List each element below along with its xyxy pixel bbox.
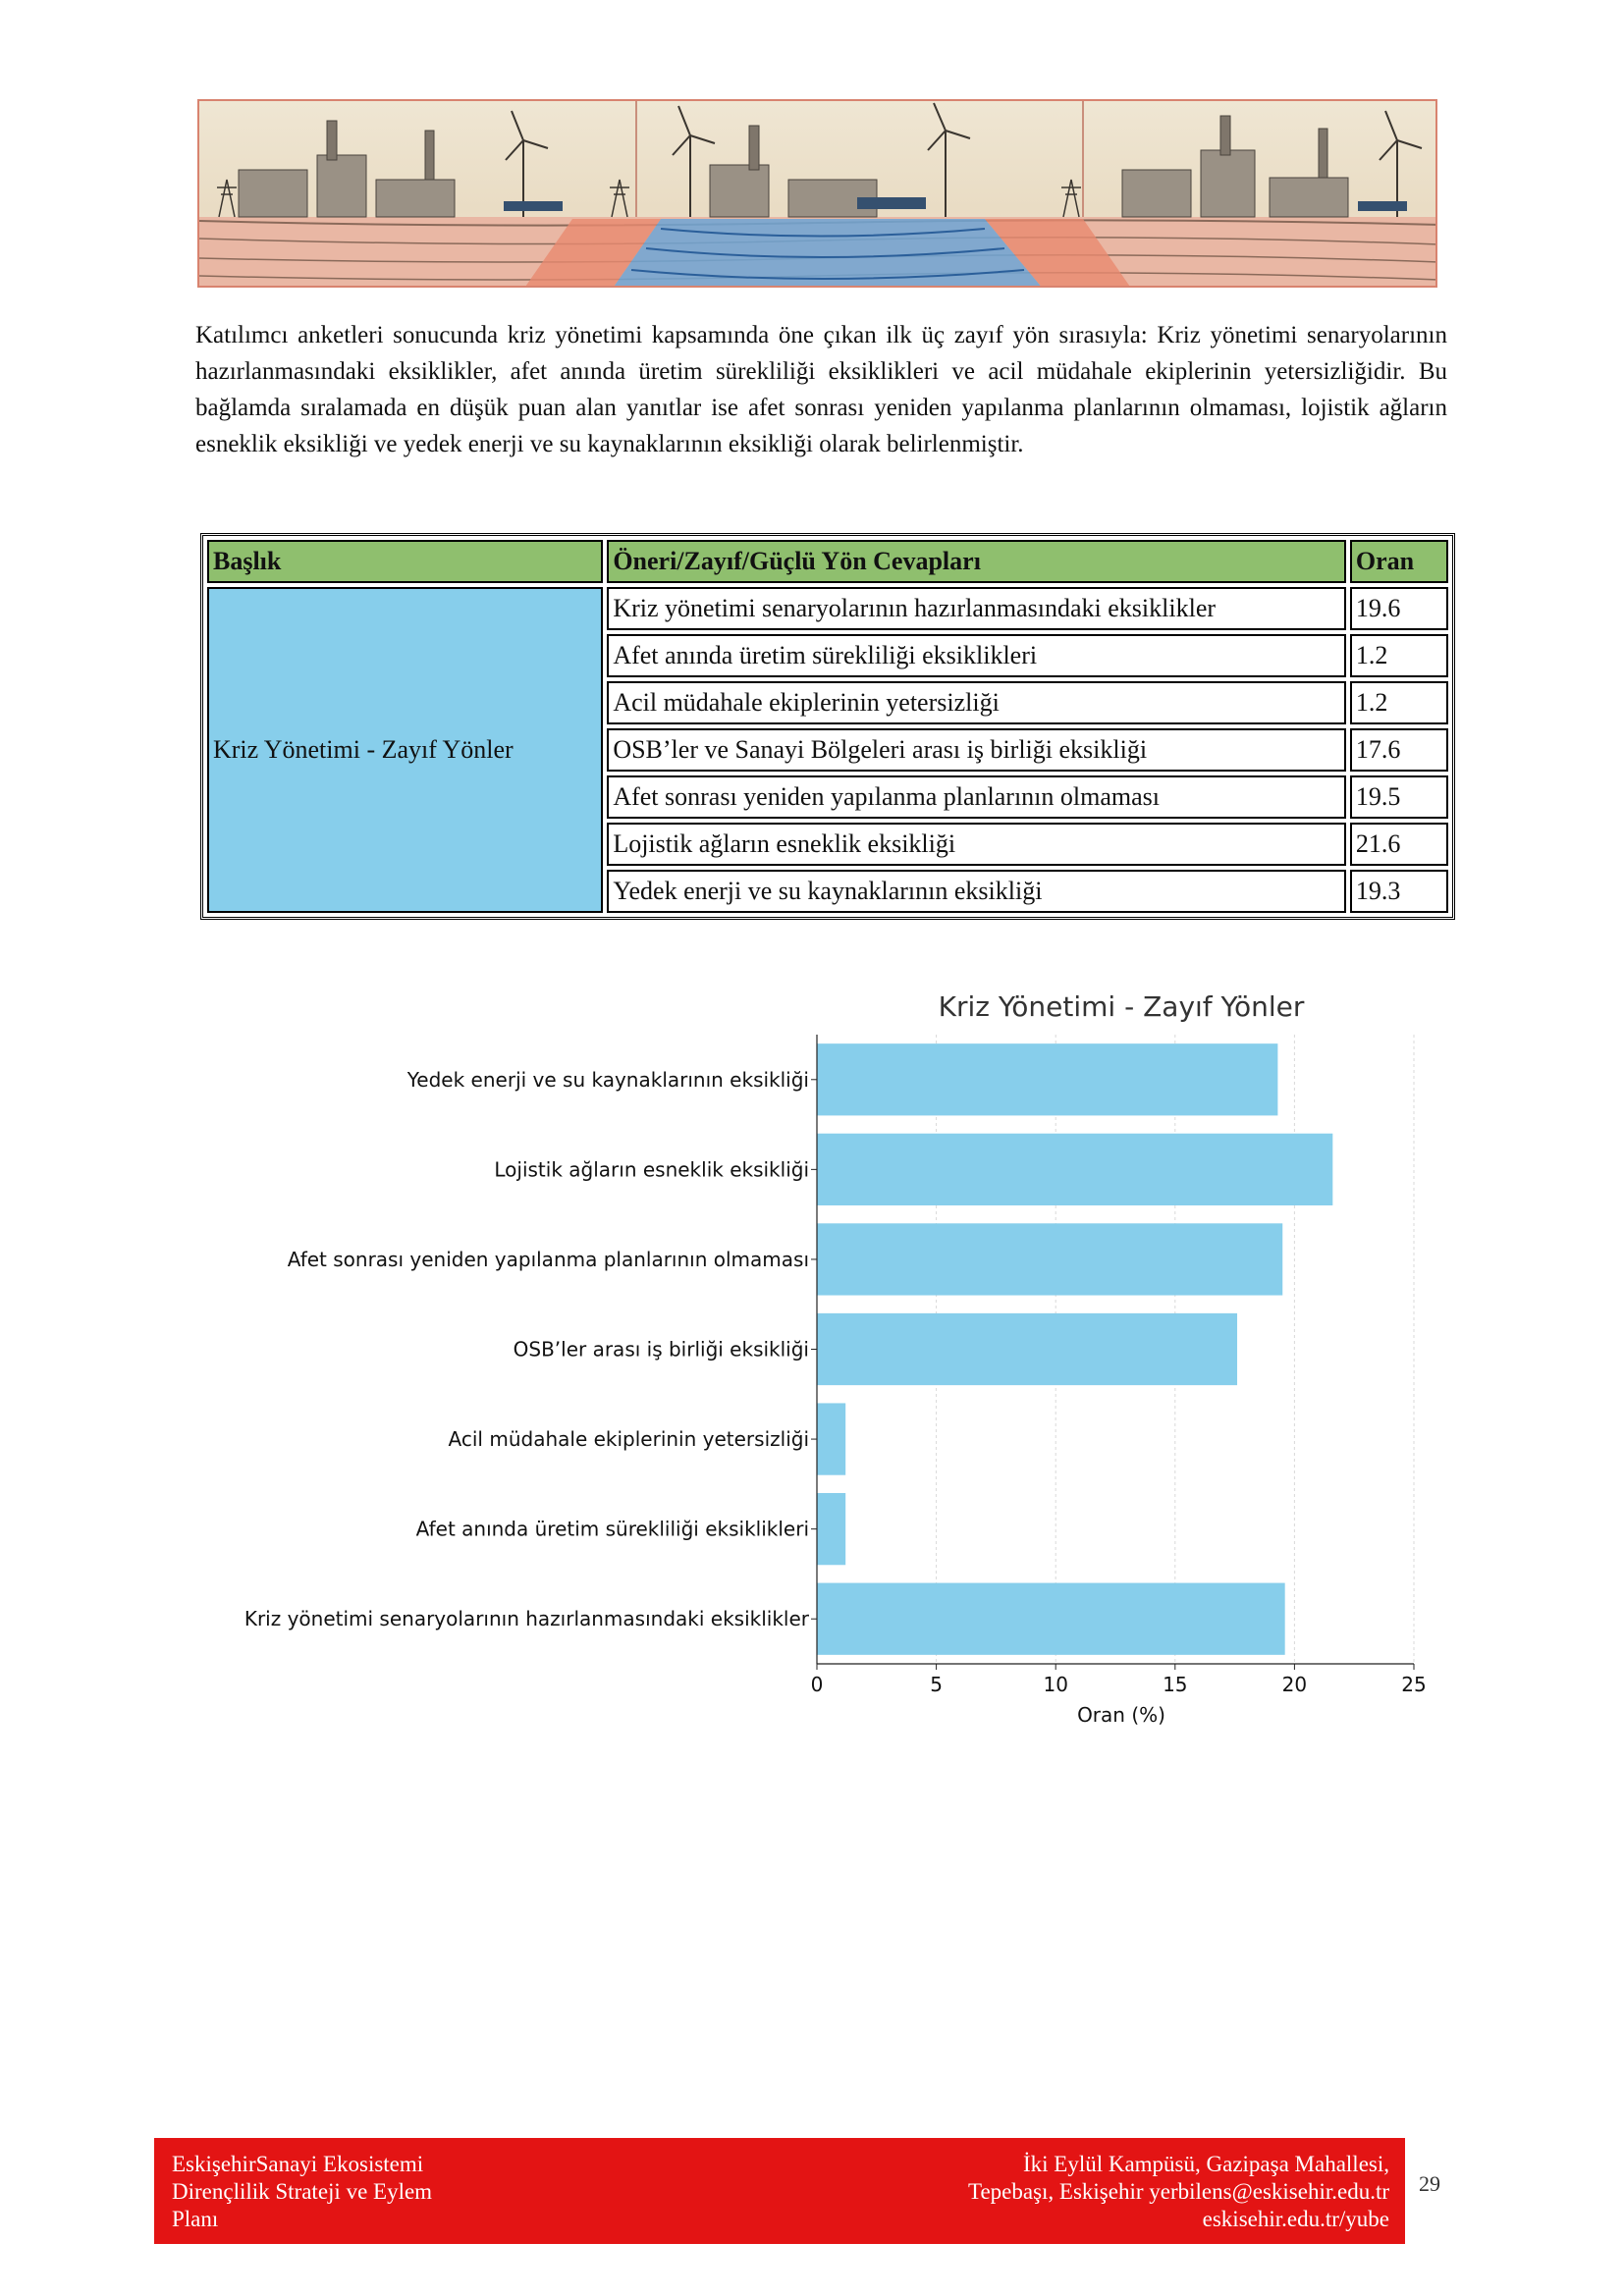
bar bbox=[817, 1403, 845, 1474]
chart-x-axis-label: Oran (%) bbox=[1077, 1703, 1165, 1727]
header-answers: Öneri/Zayıf/Güçlü Yön Cevapları bbox=[607, 540, 1346, 583]
footer-contact-info bbox=[839, 2151, 1389, 2233]
category-cell: Kriz Yönetimi - Zayıf Yönler bbox=[207, 587, 603, 913]
page-footer bbox=[154, 2138, 1405, 2244]
table-header-row bbox=[207, 540, 1448, 583]
answer-cell: Afet anında üretim sürekliliği eksiklikleri bbox=[607, 634, 1346, 677]
footer-right-line: İki Eylül Kampüsü, Gazipaşa Mahallesi, bbox=[1022, 2152, 1389, 2176]
x-tick-label: 25 bbox=[1401, 1673, 1427, 1696]
x-tick-label: 15 bbox=[1163, 1673, 1188, 1696]
x-tick-label: 0 bbox=[810, 1673, 824, 1696]
header-title: Başlık bbox=[207, 540, 603, 583]
x-tick-label: 20 bbox=[1281, 1673, 1308, 1696]
survey-results-table bbox=[200, 533, 1455, 920]
ratio-cell: 19.3 bbox=[1350, 870, 1448, 913]
footer-document-title bbox=[172, 2151, 525, 2233]
answer-cell: Kriz yönetimi senaryolarının hazırlanmasındaki eksiklikler bbox=[607, 587, 1346, 630]
x-tick-label: 5 bbox=[930, 1673, 943, 1696]
y-tick-label: Acil müdahale ekiplerinin yetersizliği bbox=[448, 1427, 809, 1452]
bar bbox=[817, 1313, 1237, 1385]
bar bbox=[817, 1223, 1282, 1295]
y-tick-label: OSB’ler arası iş birliği eksikliği bbox=[513, 1337, 809, 1362]
header-ratio: Oran bbox=[1350, 540, 1448, 583]
y-tick-label: Yedek enerji ve su kaynaklarının eksikliği bbox=[406, 1067, 809, 1092]
answer-cell: Lojistik ağların esneklik eksikliği bbox=[607, 823, 1346, 866]
footer-left-line: EskişehirSanayi Ekosistemi bbox=[172, 2152, 424, 2176]
x-tick-label: 10 bbox=[1043, 1673, 1068, 1696]
footer-right-line: Tepebaşı, Eskişehir yerbilens@eskisehir.edu.tr bbox=[968, 2179, 1389, 2204]
page-number: 29 bbox=[1419, 2171, 1440, 2196]
footer-left-line: Dirençlilik Strateji ve Eylem bbox=[172, 2179, 433, 2204]
footer-left-line: Planı bbox=[172, 2207, 219, 2231]
bar-chart-svg bbox=[196, 991, 1453, 1737]
ratio-cell: 19.6 bbox=[1350, 587, 1448, 630]
y-tick-label: Lojistik ağların esneklik eksikliği bbox=[494, 1157, 809, 1182]
bar bbox=[817, 1134, 1332, 1205]
bar bbox=[817, 1043, 1277, 1115]
ratio-cell: 21.6 bbox=[1350, 823, 1448, 866]
ratio-cell: 17.6 bbox=[1350, 728, 1448, 772]
answer-cell: Afet sonrası yeniden yapılanma planlarının olmaması bbox=[607, 775, 1346, 819]
ratio-cell: 1.2 bbox=[1350, 681, 1448, 724]
bar-chart bbox=[196, 991, 1453, 1737]
y-tick-label: Afet sonrası yeniden yapılanma planlarının olmaması bbox=[287, 1247, 809, 1271]
bar bbox=[817, 1493, 845, 1565]
chart-title: Kriz Yönetimi - Zayıf Yönler bbox=[938, 991, 1305, 1023]
table-row bbox=[207, 587, 1448, 630]
intro-paragraph: Katılımcı anketleri sonucunda kriz yönetimi kapsamında öne çıkan ilk üç zayıf yön sırasıyla: Kriz yönetimi senaryolarının hazırlanmasındaki eksiklikler, afet anında üretim sürekliliği eksiklikleri ve acil müdahale ekiplerinin yetersizliğidir. Bu bağlamda sıralamada en düşük puan alan yanıtlar ise afet sonrası yeniden yapılanma planlarının olmaması, lojistik ağların esneklik eksikliği ve yedek enerji ve su kaynaklarının eksikliği olarak belirlenmiştir. bbox=[195, 322, 1447, 457]
bar bbox=[817, 1583, 1285, 1655]
header-banner-illustration bbox=[197, 99, 1437, 288]
y-tick-label: Afet anında üretim sürekliliği eksiklikleri bbox=[415, 1517, 809, 1541]
footer-right-line: eskisehir.edu.tr/yube bbox=[1202, 2207, 1389, 2231]
answer-cell: Yedek enerji ve su kaynaklarının eksikliği bbox=[607, 870, 1346, 913]
y-tick-label: Kriz yönetimi senaryolarının hazırlanmasındaki eksiklikler bbox=[244, 1607, 809, 1631]
ratio-cell: 1.2 bbox=[1350, 634, 1448, 677]
answer-cell: Acil müdahale ekiplerinin yetersizliği bbox=[607, 681, 1346, 724]
answer-cell: OSB’ler ve Sanayi Bölgeleri arası iş birliği eksikliği bbox=[607, 728, 1346, 772]
ratio-cell: 19.5 bbox=[1350, 775, 1448, 819]
